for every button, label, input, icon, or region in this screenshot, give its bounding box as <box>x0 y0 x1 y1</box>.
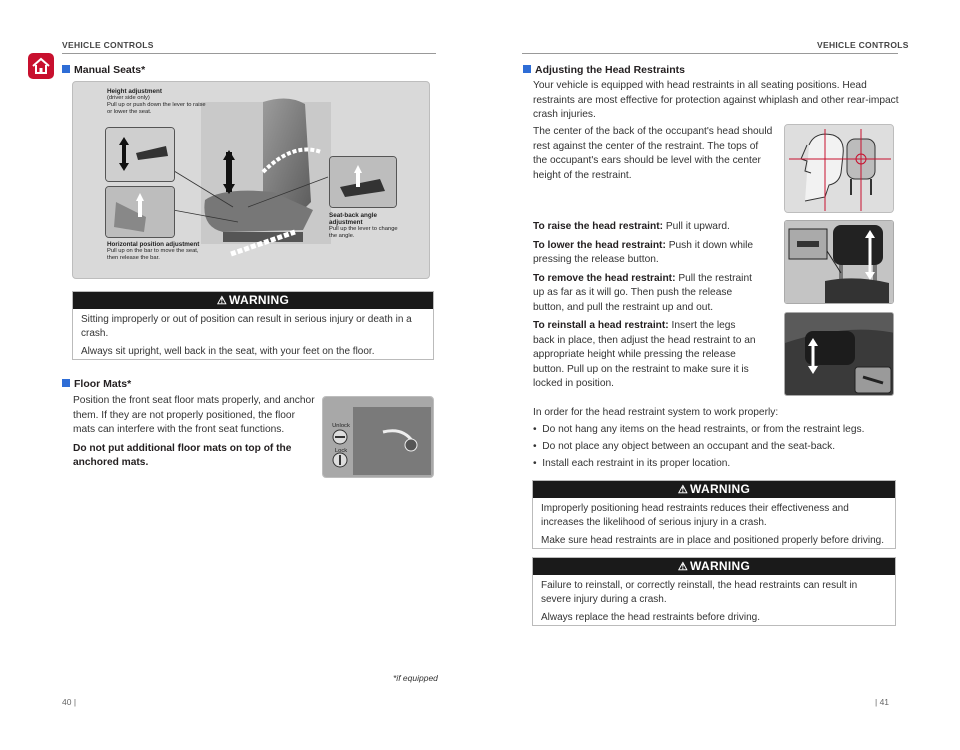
headrest-adjust-photo <box>784 220 894 304</box>
floor-mat-anchor-figure <box>322 396 434 478</box>
warning-triangle-icon: ⚠ <box>677 484 689 496</box>
section-square-icon <box>523 65 531 73</box>
lower-label: To lower the head restraint: <box>533 239 666 251</box>
warning-text-2: Always replace the head restraints before driving. <box>541 612 761 623</box>
headrest-photo-illustration <box>785 221 894 304</box>
order-intro: In order for the head restraint system to work properly: <box>533 407 779 418</box>
section-square-icon <box>62 65 70 73</box>
seatback-adjustment-callout: Seat-back angle adjustment Pull up the lever to change the angle. <box>329 212 398 239</box>
warning-text-2: Make sure head restraints are in place and positioned properly before driving. <box>541 535 884 546</box>
right-header: VEHICLE CONTROLS <box>817 40 909 50</box>
lock-label: Lock <box>334 448 348 454</box>
horizontal-adjustment-callout: Horizontal position adjustment Pull up on the bar to move the seat, then release the bar. <box>107 241 200 261</box>
warning-text-2: Always sit upright, well back in the seat, with your feet on the floor. <box>81 346 375 357</box>
seatback-lever-inset <box>329 156 397 208</box>
warning-text-1: Failure to reinstall, or correctly reinstall, the head restraints can result in severe injury during a crash. <box>541 580 858 605</box>
page-number-right: | 41 <box>875 697 890 707</box>
bullet-item: • Do not place any object between an occupant and the seat-back. <box>533 441 836 452</box>
height-lever-inset <box>105 127 175 182</box>
right-header-rule <box>522 53 898 54</box>
raise-label: To raise the head restraint: <box>533 221 664 232</box>
head-position-figure <box>784 124 894 213</box>
home-icon[interactable] <box>28 53 54 79</box>
floor-mat-illustration <box>323 397 434 478</box>
head-profile-illustration <box>785 125 894 213</box>
floor-mats-text: Position the front seat floor mats properly, and anchor them. If they are not properly positioned, the floor mats can interfere with the front seat functions. Do not put additional floor mats on top of the anchored mats. <box>73 395 315 468</box>
right-page <box>480 0 960 750</box>
reinstall-warning-box <box>532 557 896 626</box>
head-restraint-instructions: To raise the head restraint: Pull it upward. To lower the head restraint: Push it down while pressing the release button. To remove the head restraint: Pull the restraint up as far as it will go. Then push the release button, and pull the restraint up and out. To reinstall a head restraint: Insert the legs back in place, then adjust the head restraint to an appropriate height while pressing the release button. Pull up on the restraint to make sure it is locked in position. <box>533 221 756 389</box>
unlock-label: Unlock <box>332 423 350 429</box>
remove-label: To remove the head restraint: <box>533 272 676 284</box>
warning-triangle-icon: ⚠ <box>216 295 228 307</box>
head-restraints-center: The center of the back of the occupant's head should rest against the center of the restraint. The tops of the occupant's ears should be level with the center height of the restraint. <box>533 126 773 181</box>
head-restraint-warning-box <box>532 480 896 549</box>
warning-banner: ⚠ WARNING <box>73 292 433 309</box>
warning-banner: ⚠ WARNING <box>533 558 895 575</box>
left-header-rule <box>62 53 436 54</box>
seat-warning-box <box>72 291 434 360</box>
warning-banner: ⚠ WARNING <box>533 481 895 498</box>
height-adjustment-callout: Height adjustment (driver side only) Pull up or push down the lever to raise or lower the seat. <box>107 88 206 115</box>
warning-triangle-icon: ⚠ <box>677 561 689 573</box>
manual-seats-figure <box>72 81 430 279</box>
head-restraints-heading: Adjusting the Head Restraints <box>523 64 685 76</box>
page-number-left: 40 | <box>62 697 77 707</box>
head-restraints-intro: Your vehicle is equipped with head restraints in all seating positions. Head restraints are most effective for protection against whiplash and other rear-impact crash injuries. <box>533 80 899 120</box>
manual-seats-heading: Manual Seats* <box>62 64 145 76</box>
bullet-item: • Do not hang any items on the head restraints, or from the restraint legs. <box>533 424 865 435</box>
bullet-item: • Install each restraint in its proper location. <box>533 458 731 469</box>
head-restraint-bullets <box>533 423 900 474</box>
warning-text-1: Sitting improperly or out of position can result in serious injury or death in a crash. <box>81 314 412 339</box>
left-header: VEHICLE CONTROLS <box>62 40 154 50</box>
warning-text-1: Improperly positioning head restraints reduces their effectiveness and increases the likelihood of serious injury in a crash. <box>541 503 849 528</box>
section-square-icon <box>62 379 70 387</box>
rear-headrest-photo <box>784 312 894 396</box>
rear-headrest-illustration <box>785 313 894 396</box>
reinstall-label: To reinstall a head restraint: <box>533 320 669 331</box>
footnote: *if equipped <box>393 673 438 683</box>
horizontal-bar-inset <box>105 186 175 238</box>
floor-mats-heading: Floor Mats* <box>62 378 131 390</box>
